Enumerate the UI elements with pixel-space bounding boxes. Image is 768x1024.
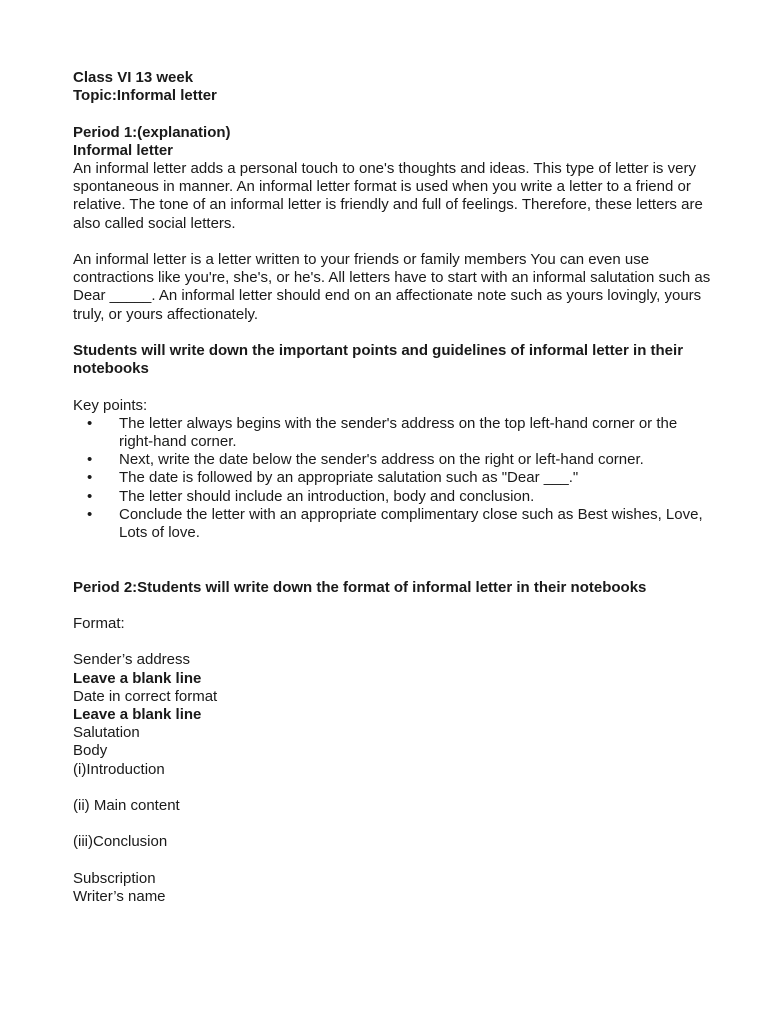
format-blank-line: Leave a blank line [73,669,202,687]
instruction-text: Students will write down the important points and guidelines of informal letter in their notebooks [73,342,684,378]
paragraph-contractions: An informal letter is a letter written to your friends or family members You can even use contractions like you're, she's, or he's. All letters have to start with an informal salutation such as Dear _____. An informal letter should end on an affectionate note such as yours lovingly, yours truly, or yours affectionately. [73,251,711,323]
key-point-item [73,506,713,542]
key-points-label: Key points: [73,396,148,414]
key-point-item [73,451,713,469]
spacer [73,233,713,251]
format-writers-name: Writer’s name [73,887,166,905]
key-point-text: The letter should include an introduction, body and conclusion. [119,487,535,505]
format-main-content: (ii) Main content [73,796,180,814]
key-point-text: The letter always begins with the sender's address on the top left-hand corner or the right-hand corner. [119,414,678,450]
format-salutation: Salutation [73,724,140,742]
class-line: Class VI 13 week [73,69,194,86]
format-introduction: (i)Introduction [73,760,165,778]
key-point-text: Conclude the letter with an appropriate complimentary close such as Best wishes, Love, Lots of love. [119,505,703,542]
spacer [73,597,713,615]
period2-heading: Period 2:Students will write down the format of informal letter in their notebooks [73,578,647,596]
informal-letter-subheading: Informal letter [73,141,174,159]
format-label: Format: [73,614,125,632]
spacer [73,105,713,123]
key-point-item [73,415,713,451]
bullet-icon: • [87,414,93,432]
document-page [73,69,713,906]
key-point-text: The date is followed by an appropriate salutation such as "Dear ___." [119,469,579,487]
format-senders-address: Sender’s address [73,651,191,669]
format-subscription: Subscription [73,869,156,887]
bullet-icon: • [87,487,93,505]
spacer [73,324,713,342]
period1-heading: Period 1:(explanation) [73,123,231,141]
paragraph-definition: An informal letter adds a personal touch to one's thoughts and ideas. This type of letter is very spontaneous in manner. An informal letter format is used when you write a letter to a friend or relative. The tone of an informal letter is friendly and full of feelings. Therefore, these letters are also called social letters. [73,160,703,232]
bullet-icon: • [87,469,93,487]
format-body: Body [73,742,108,760]
spacer [73,815,713,833]
key-point-item [73,488,713,506]
key-point-text: Next, write the date below the sender's address on the right or left-hand corner. [119,451,644,469]
key-points-list [73,415,713,542]
spacer [73,542,713,560]
format-blank-line: Leave a blank line [73,705,202,723]
bullet-icon: • [87,505,93,523]
spacer [73,633,713,651]
format-conclusion: (iii)Conclusion [73,833,168,851]
spacer [73,560,713,578]
bullet-icon: • [87,451,93,469]
spacer [73,378,713,396]
topic-line: Topic:Informal letter [73,87,217,105]
key-point-item [73,469,713,487]
spacer [73,852,713,870]
format-date: Date in correct format [73,687,218,705]
spacer [73,779,713,797]
